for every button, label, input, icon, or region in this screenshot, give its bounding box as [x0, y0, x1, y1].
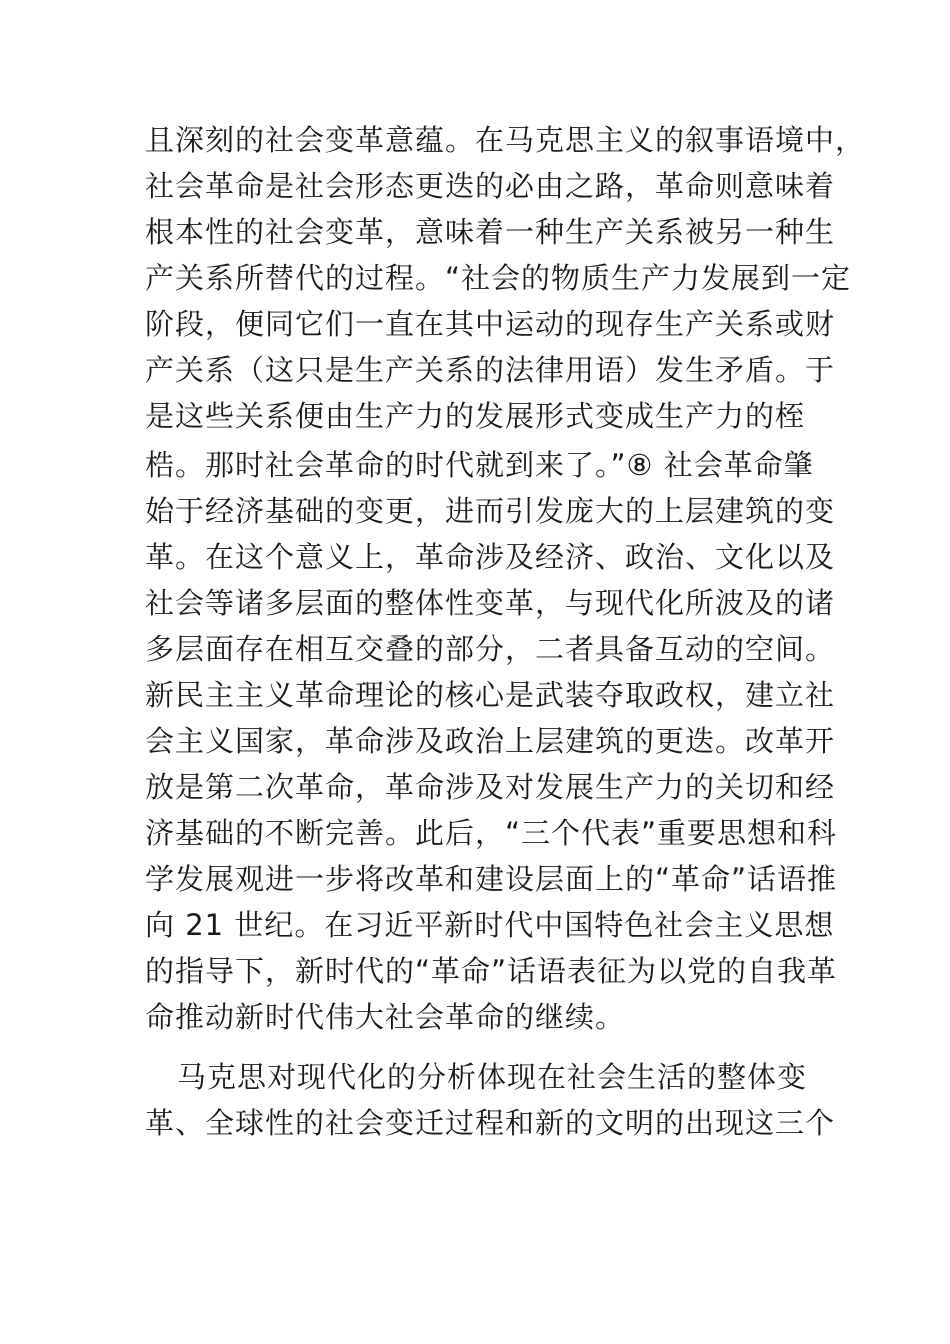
paragraph-2-line-1: 马克思对现代化的分析体现在社会生活的整体变 — [177, 1060, 808, 1094]
paragraph-1-line-12: 多层面存在相互交叠的部分，二者具备互动的空间。 — [145, 632, 836, 666]
paragraph-1-line-9: 始于经济基础的变更，进而引发庞大的上层建筑的变 — [145, 494, 836, 528]
paragraph-1-line-14: 会主义国家，革命涉及政治上层建筑的更迭。改革开 — [145, 724, 836, 758]
paragraph-1-line-20: 命推动新时代伟大社会革命的继续。 — [145, 1000, 626, 1034]
paragraph-1-line-1: 且深刻的社会变革意蕴。在马克思主义的叙事语境中， — [145, 123, 866, 157]
paragraph-1-line-15: 放是第二次革命，革命涉及对发展生产力的关切和经 — [145, 770, 836, 804]
paragraph-1-line-7: 是这些关系便由生产力的发展形式变成生产力的桎 — [145, 399, 806, 433]
paragraph-1-line-10: 革。在这个意义上，革命涉及经济、政治、文化以及 — [145, 540, 836, 574]
paragraph-1-line-3: 根本性的社会变革，意味着一种生产关系被另一种生 — [145, 215, 836, 249]
paragraph-1-line-5: 阶段，便同它们一直在其中运动的现存生产关系或财 — [145, 307, 836, 341]
paragraph-1-line-13: 新民主主义革命理论的核心是武装夺取政权，建立社 — [145, 678, 836, 712]
paragraph-1-line-18: 向 21 世纪。在习近平新时代中国特色社会主义思想 — [145, 908, 835, 942]
paragraph-1-line-2: 社会革命是社会形态更迭的必由之路，革命则意味着 — [145, 169, 836, 203]
paragraph-2-line-2: 革、全球性的社会变迁过程和新的文明的出现这三个 — [145, 1106, 836, 1140]
paragraph-1-line-6: 产关系（这只是生产关系的法律用语）发生矛盾。于 — [145, 353, 836, 387]
paragraph-1-line-4: 产关系所替代的过程。“社会的物质生产力发展到一定 — [145, 261, 852, 295]
paragraph-1-line-16: 济基础的不断完善。此后，“三个代表”重要思想和科 — [145, 816, 838, 850]
paragraph-1-line-11: 社会等诸多层面的整体性变革，与现代化所波及的诸 — [145, 586, 836, 620]
paragraph-1-line-8: 梏。那时社会革命的时代就到来了。”⑧ 社会革命肇 — [145, 448, 814, 482]
paragraph-1-line-17: 学发展观进一步将改革和建设层面上的“革命”话语推 — [145, 862, 838, 896]
paragraph-1-line-19: 的指导下，新时代的“革命”话语表征为以党的自我革 — [145, 954, 838, 988]
